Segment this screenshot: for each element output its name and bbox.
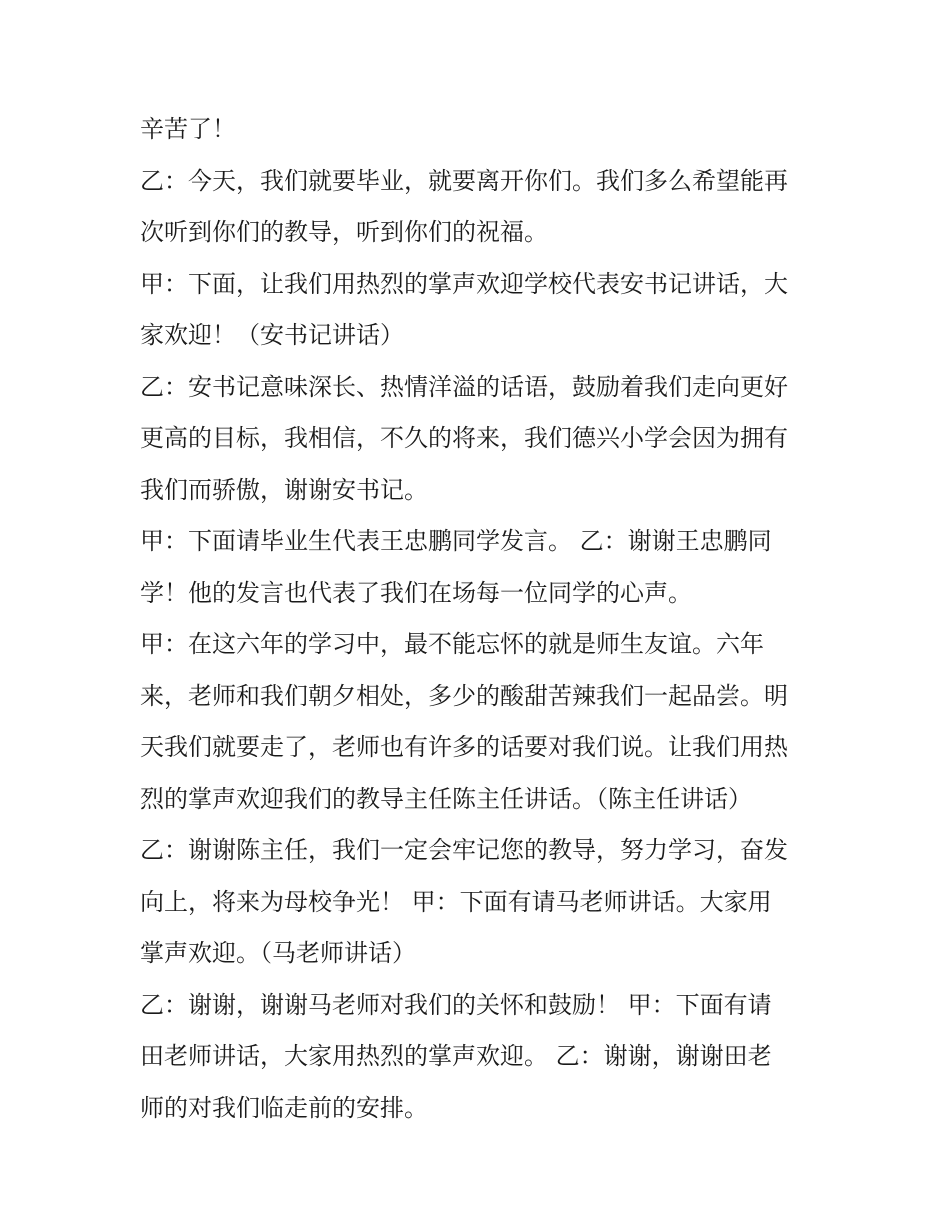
text-line-12: 来，老师和我们朝夕相处，多少的酸甜苦辣我们一起品尝。明 [140, 681, 788, 710]
text-line-9: 甲：下面请毕业生代表王忠鹏同学发言。 乙：谢谢王忠鹏同 [140, 527, 772, 555]
text-line-10: 学！他的发言也代表了我们在场每一位同学的心声。 [140, 578, 692, 607]
text-line-6: 乙：安书记意味深长、热情洋溢的话语，鼓励着我们走向更好 [140, 372, 788, 401]
text-line-1: 辛苦了！ [140, 115, 236, 143]
text-line-15: 乙：谢谢陈主任，我们一定会牢记您的教导，努力学习，奋发 [140, 836, 788, 864]
text-line-13: 天我们就要走了，老师也有许多的话要对我们说。让我们用热 [140, 733, 788, 761]
text-line-16: 向上，将来为母校争光！ 甲：下面有请马老师讲话。大家用 [140, 887, 772, 916]
text-line-7: 更高的目标，我相信，不久的将来，我们德兴小学会因为拥有 [140, 424, 788, 452]
text-line-18: 乙：谢谢，谢谢马老师对我们的关怀和鼓励！ 甲：下面有请 [140, 990, 772, 1019]
text-line-3: 次听到你们的教导，听到你们的祝福。 [140, 218, 548, 246]
text-line-11: 甲：在这六年的学习中，最不能忘怀的就是师生友谊。六年 [140, 630, 764, 658]
document-body [140, 104, 820, 1134]
text-line-14: 烈的掌声欢迎我们的教导主任陈主任讲话。（陈主任讲话） [140, 784, 752, 813]
text-line-20: 师的对我们临走前的安排。 [140, 1093, 428, 1122]
text-line-8: 我们而骄傲，谢谢安书记。 [140, 475, 428, 504]
text-line-4: 甲：下面，让我们用热烈的掌声欢迎学校代表安书记讲话，大 [140, 269, 788, 298]
text-line-2: 乙：今天，我们就要毕业，就要离开你们。我们多么希望能再 [140, 166, 788, 195]
text-line-5: 家欢迎！（安书记讲话） [140, 321, 404, 349]
text-line-17: 掌声欢迎。（马老师讲话） [140, 939, 416, 967]
text-line-19: 田老师讲话，大家用热烈的掌声欢迎。 乙：谢谢，谢谢田老 [140, 1042, 772, 1070]
